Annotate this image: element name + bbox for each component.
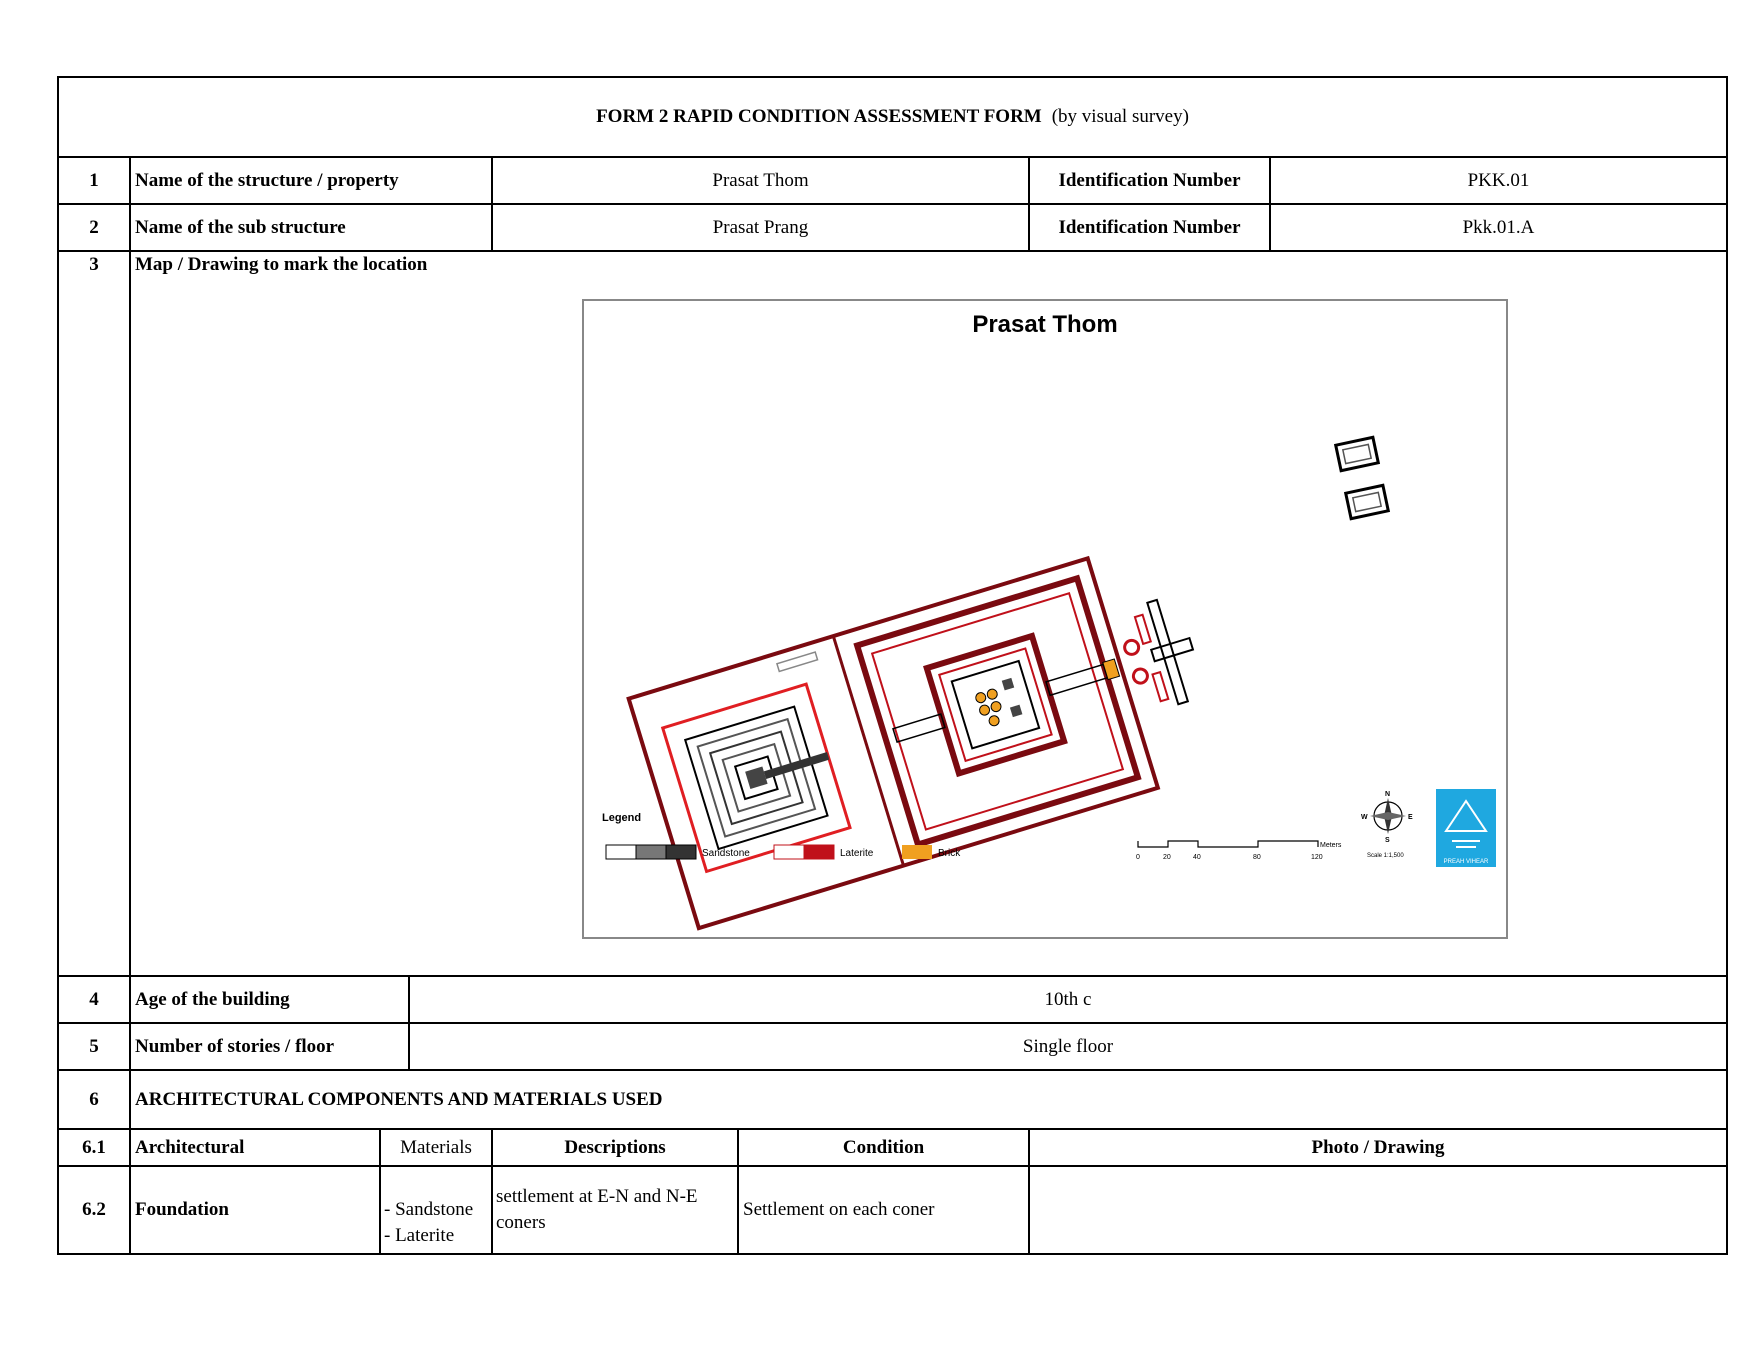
row-foundation — [59, 1165, 1726, 1253]
compass-south: S — [1385, 837, 1390, 844]
column-header-materials: Materials — [379, 1130, 491, 1165]
map-cell — [129, 252, 1726, 975]
row-number: 2 — [89, 216, 99, 238]
row-stories — [59, 1022, 1726, 1069]
northeast-buildings — [1336, 437, 1389, 518]
pyramid-top — [745, 767, 767, 789]
legend-label: Brick — [938, 848, 961, 859]
enclosure-divider — [833, 636, 903, 866]
isolated-structure — [777, 652, 818, 671]
row-number: 6 — [89, 1088, 99, 1110]
scale-tick: 20 — [1163, 854, 1171, 861]
photo-drawing-cell — [1028, 1167, 1726, 1253]
id-label: Identification Number — [1028, 205, 1269, 250]
column-header-condition: Condition — [737, 1130, 1028, 1165]
building-inner — [1353, 492, 1381, 511]
swatch — [636, 845, 666, 859]
component-name: Foundation — [129, 1167, 379, 1253]
logo-text: PREAH VIHEAR — [1443, 859, 1489, 865]
scale-tick: 120 — [1311, 854, 1323, 861]
row-structure-name — [59, 156, 1726, 203]
field-label: Number of stories / floor — [129, 1024, 408, 1069]
site-map — [582, 299, 1508, 939]
scale-tick: 0 — [1136, 854, 1140, 861]
row-number: 1 — [89, 169, 99, 191]
column-header-descriptions: Descriptions — [491, 1130, 737, 1165]
sub-structure-value: Prasat Prang — [491, 205, 1028, 250]
material-item: - Laterite — [384, 1225, 455, 1246]
brick-tower — [990, 700, 1002, 712]
assessment-form — [57, 76, 1728, 1255]
laterite-ring — [1123, 639, 1140, 656]
form-title-row — [59, 78, 1726, 156]
brick-tower — [978, 704, 990, 716]
compass-east: E — [1408, 814, 1413, 821]
field-label: Map / Drawing to mark the location — [135, 254, 428, 275]
map-title: Prasat Thom — [972, 311, 1118, 338]
site-plan — [629, 537, 1229, 928]
legend-title: Legend — [602, 812, 642, 824]
building — [1346, 485, 1389, 518]
compass-north: N — [1385, 791, 1391, 798]
brick-tower — [988, 715, 1000, 727]
form-title: FORM 2 RAPID CONDITION ASSESSMENT FORM (by visual survey) — [596, 106, 1189, 127]
preah-vihear-logo — [1436, 789, 1496, 867]
compass-icon — [1361, 791, 1413, 859]
legend-label: Sandstone — [702, 848, 750, 859]
legend-brick — [902, 845, 961, 859]
stories-value: Single floor — [408, 1024, 1726, 1069]
field-label: Name of the sub structure — [129, 205, 491, 250]
swatch — [666, 845, 696, 859]
section-heading: ARCHITECTURAL COMPONENTS AND MATERIALS USED — [129, 1071, 1726, 1128]
sandstone-structure — [1002, 678, 1014, 690]
material-item: - Sandstone — [384, 1199, 474, 1220]
laterite-hall — [1152, 672, 1168, 701]
legend-laterite — [774, 845, 874, 859]
compass-west: W — [1361, 814, 1368, 821]
legend-sandstone — [606, 845, 750, 859]
laterite-hall — [1135, 615, 1151, 644]
row-number: 6.2 — [82, 1199, 106, 1220]
site-plan-drawing — [584, 301, 1506, 937]
row-map — [59, 250, 1726, 975]
row-number: 6.1 — [82, 1136, 106, 1158]
scale-tick: 40 — [1193, 854, 1201, 861]
brick-tower — [975, 691, 987, 703]
id-label: Identification Number — [1028, 158, 1269, 203]
id-value: PKK.01 — [1269, 158, 1726, 203]
laterite-ring — [1132, 667, 1149, 684]
description-line: coners — [496, 1212, 546, 1233]
id-value: Pkk.01.A — [1269, 205, 1726, 250]
materials-cell — [379, 1167, 491, 1253]
swatch — [804, 845, 834, 859]
swatch — [774, 845, 804, 859]
causeway-west — [893, 714, 945, 742]
row-number: 3 — [89, 254, 99, 275]
column-header-architectural: Architectural — [129, 1130, 379, 1165]
row-number: 5 — [89, 1035, 99, 1057]
scale-unit: Meters — [1320, 842, 1342, 849]
building — [1336, 437, 1379, 470]
description-line: settlement at E-N and N-E — [496, 1186, 698, 1207]
column-header-photo: Photo / Drawing — [1028, 1130, 1726, 1165]
swatch — [902, 845, 932, 859]
brick-tower — [986, 688, 998, 700]
legend-label: Laterite — [840, 848, 874, 859]
sandstone-structure — [1010, 705, 1022, 717]
row-component-headers — [59, 1128, 1726, 1165]
row-architectural-heading — [59, 1069, 1726, 1128]
description-cell — [491, 1167, 737, 1253]
building-inner — [1343, 444, 1371, 463]
scale-bar — [1136, 841, 1342, 861]
swatch — [606, 845, 636, 859]
row-age — [59, 975, 1726, 1022]
row-sub-structure — [59, 203, 1726, 250]
scale-ratio: Scale 1:1,500 — [1367, 853, 1404, 859]
pyramid-stair — [764, 752, 829, 779]
field-label: Name of the structure / property — [129, 158, 491, 203]
row-number: 4 — [89, 988, 99, 1010]
scale-tick: 80 — [1253, 854, 1261, 861]
age-value: 10th c — [408, 977, 1726, 1022]
field-label: Age of the building — [129, 977, 408, 1022]
structure-name-value: Prasat Thom — [491, 158, 1028, 203]
condition-value: Settlement on each coner — [737, 1167, 1028, 1253]
